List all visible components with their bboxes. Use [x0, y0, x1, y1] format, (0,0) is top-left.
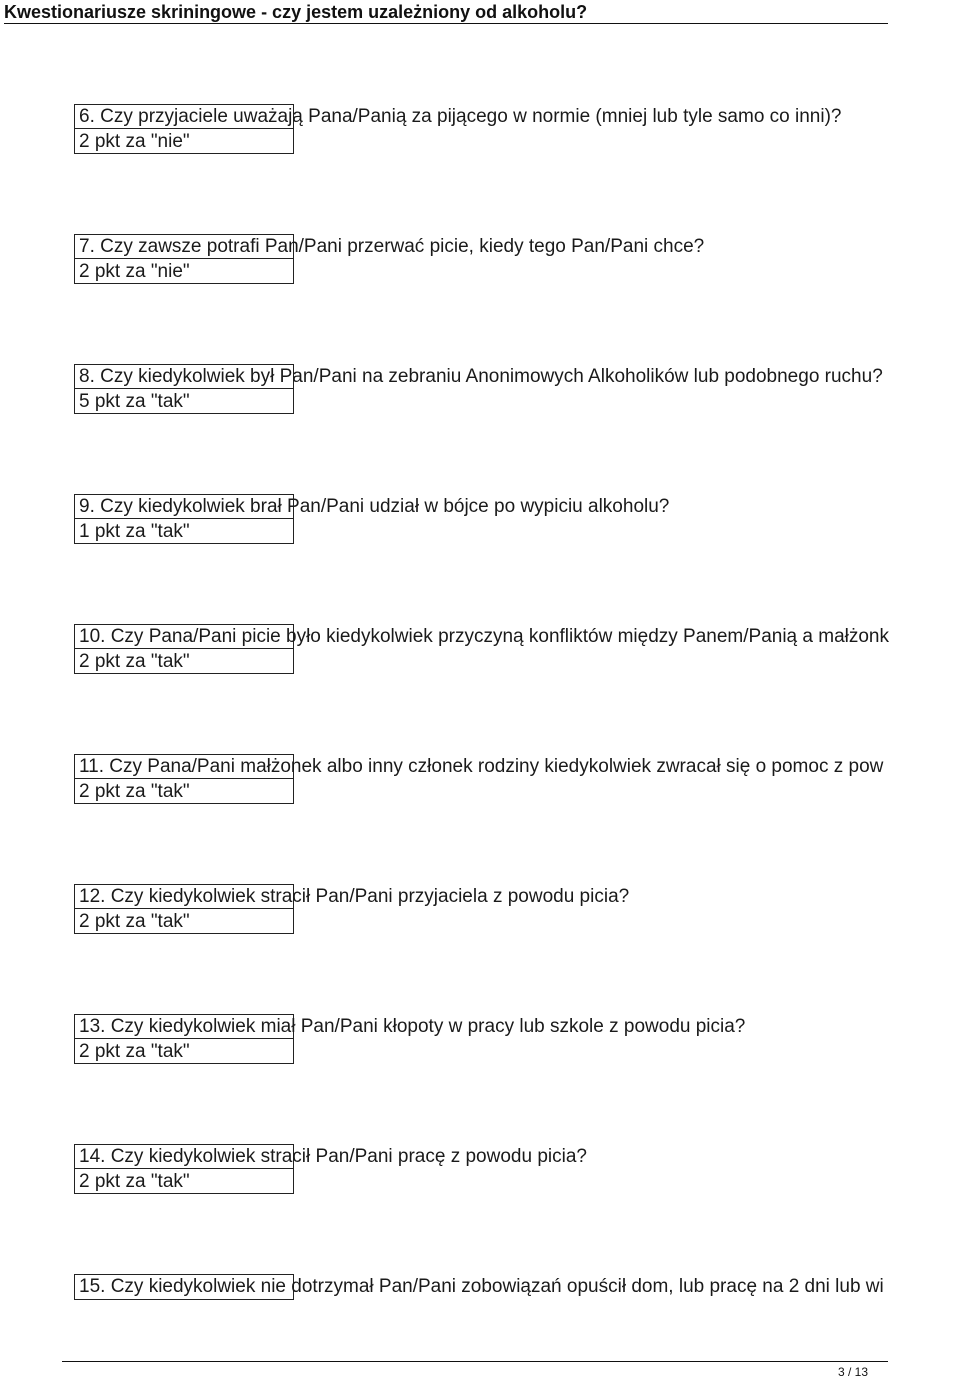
question-text: 6. Czy przyjaciele uważają Pana/Panią za pijącego w normie (mniej lub tyle samo co inni)?: [79, 106, 842, 127]
question-item: [0, 754, 960, 814]
question-item: [0, 104, 960, 164]
question-item: [0, 1014, 960, 1074]
question-points: 1 pkt za "tak": [79, 521, 190, 542]
question-item: [0, 1144, 960, 1204]
question-points: 5 pkt za "tak": [79, 391, 190, 412]
header-divider: [4, 23, 888, 24]
question-text: 10. Czy Pana/Pani picie było kiedykolwiek przyczyną konfliktów między Panem/Panią a małżonk: [79, 626, 889, 647]
question-text: 14. Czy kiedykolwiek stracił Pan/Pani pracę z powodu picia?: [79, 1146, 587, 1167]
question-item: [0, 624, 960, 684]
page-number: 3 / 13: [838, 1365, 869, 1379]
question-points: 2 pkt za "tak": [79, 1171, 190, 1192]
question-points: 2 pkt za "tak": [79, 651, 190, 672]
question-points: 2 pkt za "nie": [79, 261, 190, 282]
question-item: [0, 364, 960, 424]
question-item: [0, 234, 960, 294]
question-points: 2 pkt za "tak": [79, 781, 190, 802]
question-item: [0, 494, 960, 554]
question-item: [0, 1274, 960, 1300]
question-text: 15. Czy kiedykolwiek nie dotrzymał Pan/Pani zobowiązań opuścił dom, lub pracę na 2 dni lub wi: [79, 1276, 884, 1297]
question-points: 2 pkt za "nie": [79, 131, 190, 152]
question-item: [0, 884, 960, 944]
question-text: 11. Czy Pana/Pani małżonek albo inny członek rodziny kiedykolwiek zwracał się o pomoc z pow: [79, 756, 884, 777]
question-points: 2 pkt za "tak": [79, 1041, 190, 1062]
question-text: 9. Czy kiedykolwiek brał Pan/Pani udział w bójce po wypiciu alkoholu?: [79, 496, 670, 517]
question-text: 13. Czy kiedykolwiek miał Pan/Pani kłopoty w pracy lub szkole z powodu picia?: [79, 1016, 746, 1037]
question-text: 8. Czy kiedykolwiek był Pan/Pani na zebraniu Anonimowych Alkoholików lub podobnego ruchu?: [79, 366, 883, 387]
page-title: Kwestionariusze skriningowe - czy jestem uzależniony od alkoholu?: [4, 2, 588, 22]
question-text: 12. Czy kiedykolwiek stracił Pan/Pani przyjaciela z powodu picia?: [79, 886, 630, 907]
question-points: 2 pkt za "tak": [79, 911, 190, 932]
footer-divider: [62, 1361, 888, 1362]
question-text: 7. Czy zawsze potrafi Pan/Pani przerwać picie, kiedy tego Pan/Pani chce?: [79, 236, 705, 257]
